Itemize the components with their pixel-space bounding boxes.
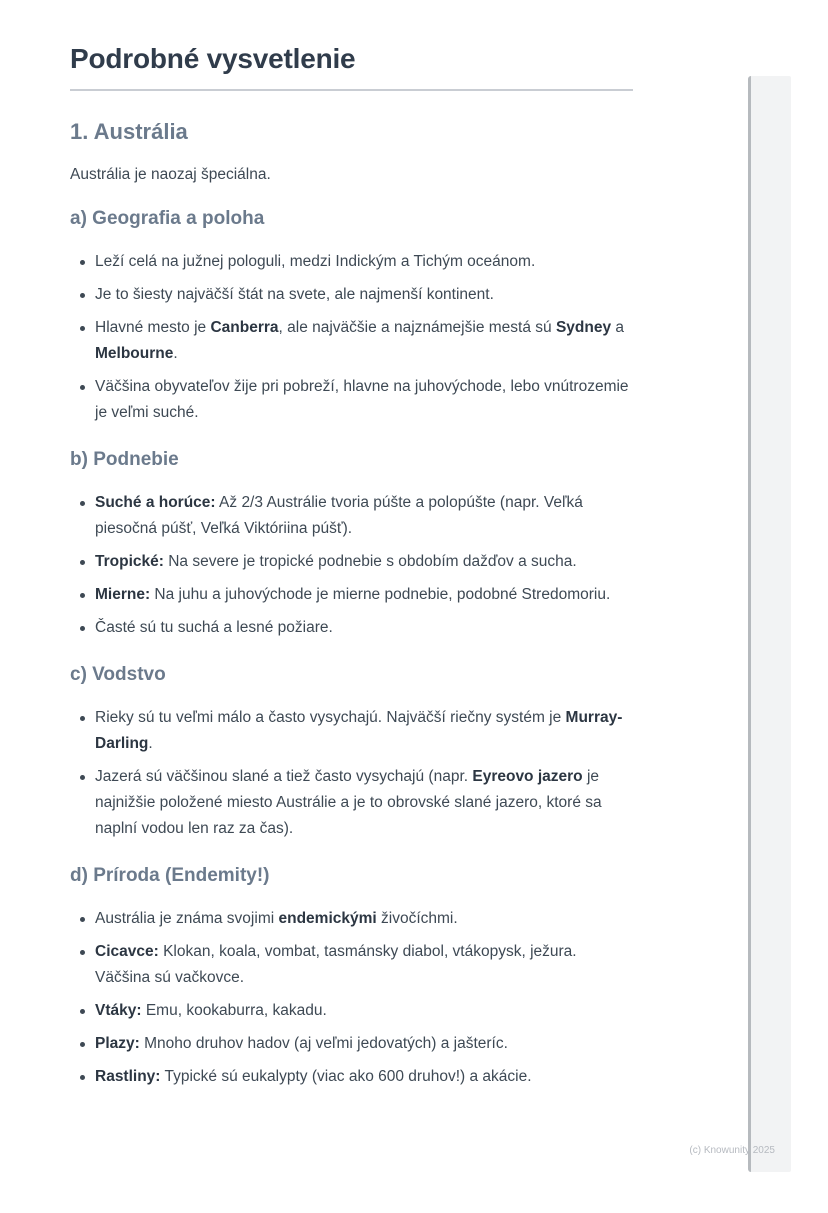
bullet-item bbox=[70, 998, 633, 1024]
bullet-item bbox=[70, 315, 633, 367]
page-title: Podrobné vysvetlenie bbox=[70, 43, 356, 74]
text-run: Rieky sú tu veľmi málo a často vysychajú. Najväčší riečny systém je bbox=[95, 709, 566, 726]
bullet-item bbox=[70, 615, 633, 641]
sections bbox=[70, 207, 633, 1090]
text-run: Emu, kookaburra, kakadu. bbox=[141, 1002, 327, 1019]
bullet-list bbox=[70, 490, 633, 641]
bold-text-run: Plazy: bbox=[95, 1035, 140, 1052]
bullet-item bbox=[70, 1031, 633, 1057]
bold-text-run: Tropické: bbox=[95, 553, 164, 570]
subsection-heading: a) Geografia a poloha bbox=[70, 208, 265, 229]
text-run: Mnoho druhov hadov (aj veľmi jedovatých) a jašteríc. bbox=[139, 1035, 508, 1052]
bold-text-run: Suché a horúce: bbox=[95, 494, 216, 511]
text-run: Na severe je tropické podnebie s obdobím dažďov a sucha. bbox=[163, 553, 577, 570]
bullet-list bbox=[70, 906, 633, 1090]
bullet-item bbox=[70, 282, 633, 308]
title-divider bbox=[70, 89, 633, 91]
bullet-item bbox=[70, 549, 633, 575]
text-run: , ale najväčšie a najznámejšie mestá sú bbox=[278, 319, 556, 336]
text-run: a bbox=[611, 319, 625, 336]
bold-text-run: Mierne: bbox=[95, 586, 151, 603]
text-run: Až 2/3 Austrálie tvoria púšte a polopúšte (napr. Veľká piesočná púšť, Veľká Viktóriina púšť). bbox=[95, 494, 583, 537]
next-page-edge bbox=[748, 76, 791, 1172]
bold-text-run: Cicavce: bbox=[95, 943, 159, 960]
subsection-heading: c) Vodstvo bbox=[70, 664, 166, 685]
text-run: Hlavné mesto je bbox=[95, 319, 211, 336]
bullet-item bbox=[70, 939, 633, 991]
bold-text-run: Eyreovo jazero bbox=[472, 768, 583, 785]
text-run: Austrália je známa svojimi bbox=[95, 910, 279, 927]
text-run: Je to šiesty najväčší štát na svete, ale najmenší kontinent. bbox=[95, 286, 494, 303]
subsection-heading: b) Podnebie bbox=[70, 449, 179, 470]
text-run: je najnižšie položené miesto Austrálie a je to obrovské slané jazero, ktoré sa naplní vodou len raz za čas). bbox=[95, 768, 602, 837]
bullet-list bbox=[70, 705, 633, 842]
bullet-item bbox=[70, 705, 633, 757]
bullet-item bbox=[70, 764, 633, 842]
text-run: živočíchmi. bbox=[376, 910, 458, 927]
subsection-heading: d) Príroda (Endemity!) bbox=[70, 865, 270, 886]
text-run: Časté sú tu suchá a lesné požiare. bbox=[95, 619, 333, 636]
bullet-list bbox=[70, 249, 633, 426]
section-heading-australia: 1. Austrália bbox=[70, 119, 188, 144]
bold-text-run: Canberra bbox=[210, 319, 279, 336]
bold-text-run: Sydney bbox=[555, 319, 612, 336]
text-run: Väčšina obyvateľov žije pri pobreží, hlavne na juhovýchode, lebo vnútrozemie je veľmi suché. bbox=[95, 378, 629, 421]
text-run: Leží celá na južnej pologuli, medzi Indickým a Tichým oceánom. bbox=[95, 253, 536, 270]
bold-text-run: Murray-Darling bbox=[95, 709, 623, 752]
text-run: . bbox=[148, 735, 153, 752]
bullet-item bbox=[70, 490, 633, 542]
bullet-item bbox=[70, 906, 633, 932]
bullet-item bbox=[70, 1064, 633, 1090]
bold-text-run: Melbourne bbox=[95, 345, 174, 362]
bold-text-run: Rastliny: bbox=[95, 1068, 161, 1085]
bold-text-run: Vtáky: bbox=[95, 1002, 142, 1019]
bullet-item bbox=[70, 249, 633, 275]
bold-text-run: endemickými bbox=[278, 910, 377, 927]
text-run: . bbox=[173, 345, 178, 362]
text-run: Na juhu a juhovýchode je mierne podnebie, podobné Stredomoriu. bbox=[150, 586, 611, 603]
document-page bbox=[70, 42, 633, 1090]
bullet-item bbox=[70, 374, 633, 426]
copyright-text: (c) Knowunity 2025 bbox=[689, 1145, 775, 1156]
text-run: Klokan, koala, vombat, tasmánsky diabol, vtákopysk, ježura. Väčšina sú vačkovce. bbox=[95, 943, 577, 986]
text-run: Jazerá sú väčšinou slané a tiež často vysychajú (napr. bbox=[95, 768, 473, 785]
text-run: Typické sú eukalypty (viac ako 600 druhov!) a akácie. bbox=[160, 1068, 532, 1085]
intro-paragraph: Austrália je naozaj špeciálna. bbox=[70, 166, 271, 183]
bullet-item bbox=[70, 582, 633, 608]
